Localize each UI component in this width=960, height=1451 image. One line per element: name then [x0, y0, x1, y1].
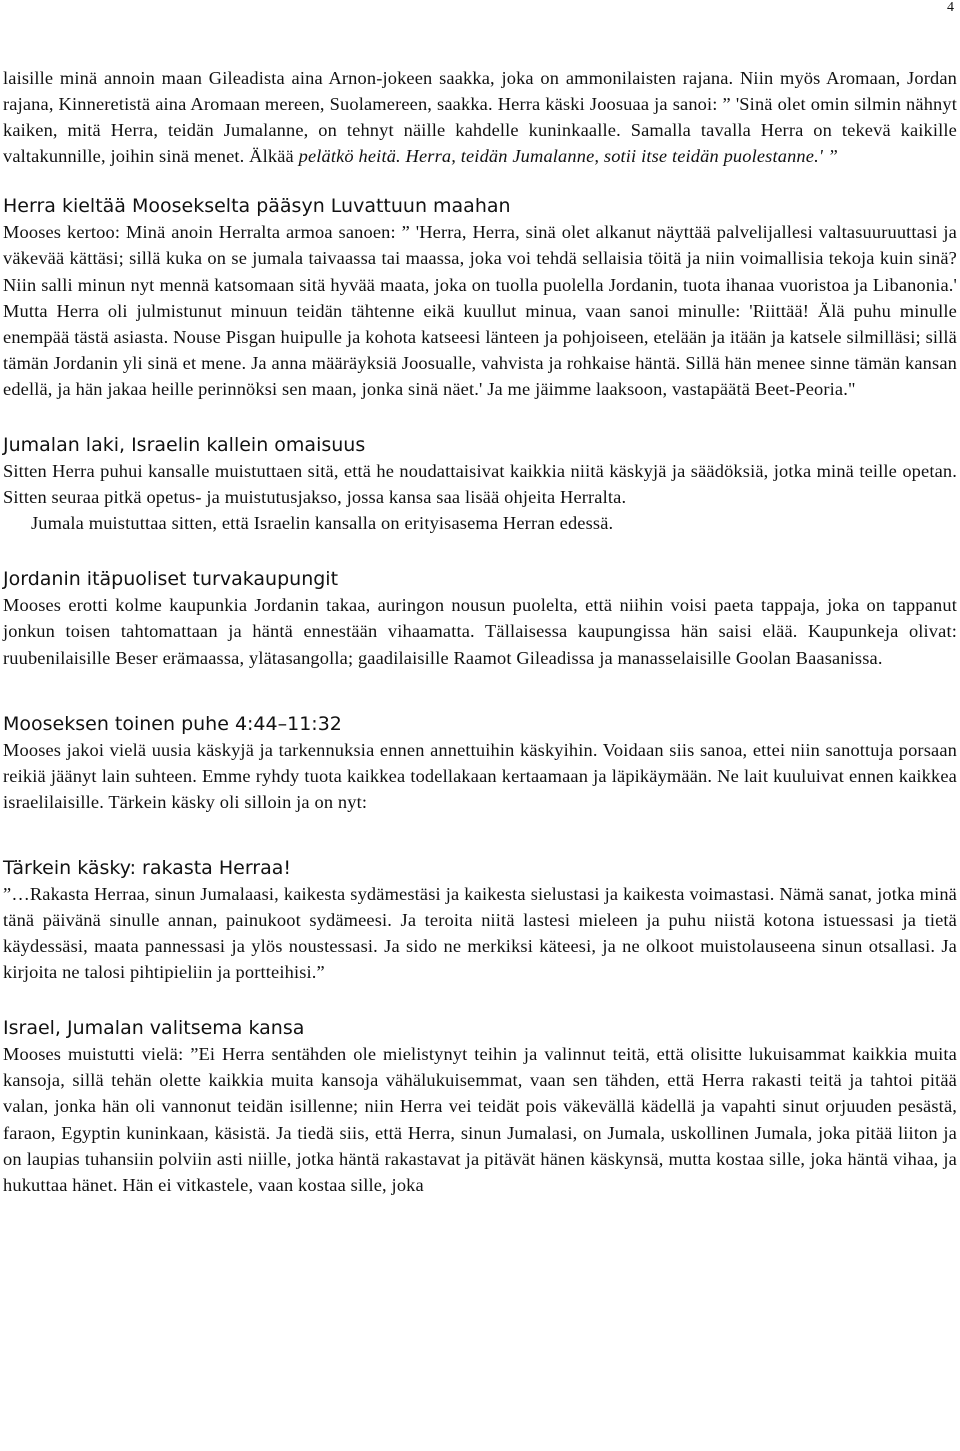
section-heading: Jumalan laki, Israelin kallein omaisuus [3, 434, 366, 457]
section-heading: Herra kieltää Moosekselta pääsyn Luvattuun maahan [3, 195, 511, 218]
paragraph: Mooses muistutti vielä: ”Ei Herra sentähden ole mielistynyt teihin ja valinnut teitä, että olisitte lukuisammat kaikkia muita kansoja, sillä tehän olette kaikkia muita kansoja vähälukuisemmat, vaan sen tähden, että Herra rakasti teitä ja tahtoi pitää valan, jonka hän oli vannonut teidän isillenne; niin Herra vei teidät pois väkevällä kädellä ja vapahti sinut orjuuden pesästä, faraon, Egyptin kuninkaan, käsistä. Ja tiedä siis, että Herra, sinun Jumalasi, on Jumala, uskollinen Jumala, joka pitää liiton ja on laupias tuhansiin polviin asti niille, jotka häntä rakastavat ja pitävät hänen käskynsä, mutta kostaa sille, joka häntä vihaa, ja hukuttaa hänet. Hän ei vitkastele, vaan kostaa sille, joka [3, 1044, 957, 1195]
section-heading: Tärkein käsky: rakasta Herraa! [3, 856, 292, 879]
section-heading: Mooseksen toinen puhe 4:44–11:32 [3, 712, 342, 735]
paragraph: ”…Rakasta Herraa, sinun Jumalaasi, kaikesta sydämestäsi ja kaikesta sielustasi ja kaikesta voimastasi. Nämä sanat, jotka minä tänä päivänä sinulle annan, painukoot sydämeesi. Ja teroita niitä lastesi mieleen ja puhu niistä kotona istuessasi ja tietä käydessäsi, maata pannessasi ja ylös noustessasi. Ja sido ne merkiksi käteesi, ja ne olkoot muistolauseena sinun otsallasi. Ja kirjoita ne talosi pihtipieliin ja portteihisi.” [3, 883, 957, 983]
paragraph-text: laisille minä annoin maan Gileadista aina Arnon-jokeen saakka, joka on ammonilaisten rajana. Niin myös Aromaan, Jordan rajana, Kinneretistä aina Aromaan mereen, Suolamereen, saakka. Herra käski Joosuaa ja sanoi: ” 'Sinä olet omin silmin nähnyt kaiken, mitä Herra, teidän Jumalanne, on tehnyt näille kahdelle kuninkaalle. Samalla tavalla Herra on tekevä kaikille valtakunnille, joihin sinä menet. Älkää [3, 68, 957, 167]
paragraph: Sitten Herra puhui kansalle muistuttaen sitä, että he noudattaisivat kaikkia niitä käskyjä ja säädöksiä, jotka minä teille opetan. Sitten seuraa pitkä opetus- ja muistutusjakso, jossa kansa saa lisää ohjeita Herralta. [3, 461, 957, 508]
section-law [3, 432, 957, 536]
section-greatest-commandment [3, 855, 957, 985]
section-heading: Israel, Jumalan valitsema kansa [3, 1017, 305, 1040]
paragraph: Jumala muistuttaa sitten, että Israelin kansalla on erityisasema Herran edessä. [31, 513, 614, 534]
section-refuge-cities [3, 566, 957, 670]
section-heading: Jordanin itäpuoliset turvakaupungit [3, 568, 339, 591]
page-number: 4 [947, 0, 954, 15]
document-body [3, 65, 957, 1198]
paragraph: Mooses erotti kolme kaupunkia Jordanin takaa, auringon nousun puolelta, että niihin voisi paeta tappaja, joka on tappanut jonkun toisen tahtomattaan ja häntä ennestään vihaamatta. Tällaisessa kaupungissa hän saisi elää. Kaupunkeja olivat: ruubenilaisille Beser erämaassa, ylätasangolla; gaadilaisille Raamot Gileadissa ja manasselaisille Goolan Baasanissa. [3, 595, 957, 668]
paragraph [3, 65, 957, 169]
paragraph: Mooses kertoo: Minä anoin Herralta armoa sanoen: ” 'Herra, Herra, sinä olet alkanut näyttää palvelijallesi valtasuuruuttasi ja väkevää kättäsi; sillä kuka on se jumala taivaassa tai maassa, joka voi tehdä sellaisia töitä ja niin voimallisia tekoja kuin sinä? Niin salli minun nyt mennä katsomaan sitä hyvää maata, joka on tuolla puolella Jordanin, tuota ihanaa vuoristoa ja Libanonia.' Mutta Herra oli julmistunut minuun teidän tähtenne eikä kuullut minua, vaan sanoi minulle: 'Riittää! Älä puhu minulle enempää tästä asiasta. Nouse Pisgan huipulle ja kohota katseesi länteen ja pohjoiseen, etelään ja itään ja katsele silmilläsi; sillä tämän Jordanin yli sinä et mene. Ja anna määräyksiä Joosualle, vahvista ja rohkaise häntä. Sillä hän menee sinne tämän kansan edellä, ja hän jakaa heille perinnöksi sen maan, jonka sinä näet.' Ja me jäimme laaksoon, vastapäätä Beet-Peoria." [3, 222, 957, 399]
section-intro [3, 65, 957, 169]
section-chosen-people [3, 1015, 957, 1198]
paragraph: Mooses jakoi vielä uusia käskyjä ja tarkennuksia ennen annettuihin käskyihin. Voidaan siis sanoa, ettei niin sanottuja porsaan reikiä jäänyt lain suhteen. Emme ryhdy tuota kaikkea todellakaan kertaamaan ja läpikäymään. Ne lait kuuluivat ennen kaikkea israelilaisille. Tärkein käsky oli silloin ja on nyt: [3, 739, 957, 812]
section-second-speech [3, 711, 957, 815]
section-moses-denied [3, 193, 957, 402]
italic-text: pelätkö heitä. Herra, teidän Jumalanne, sotii itse teidän puolestanne.' ” [298, 146, 839, 167]
